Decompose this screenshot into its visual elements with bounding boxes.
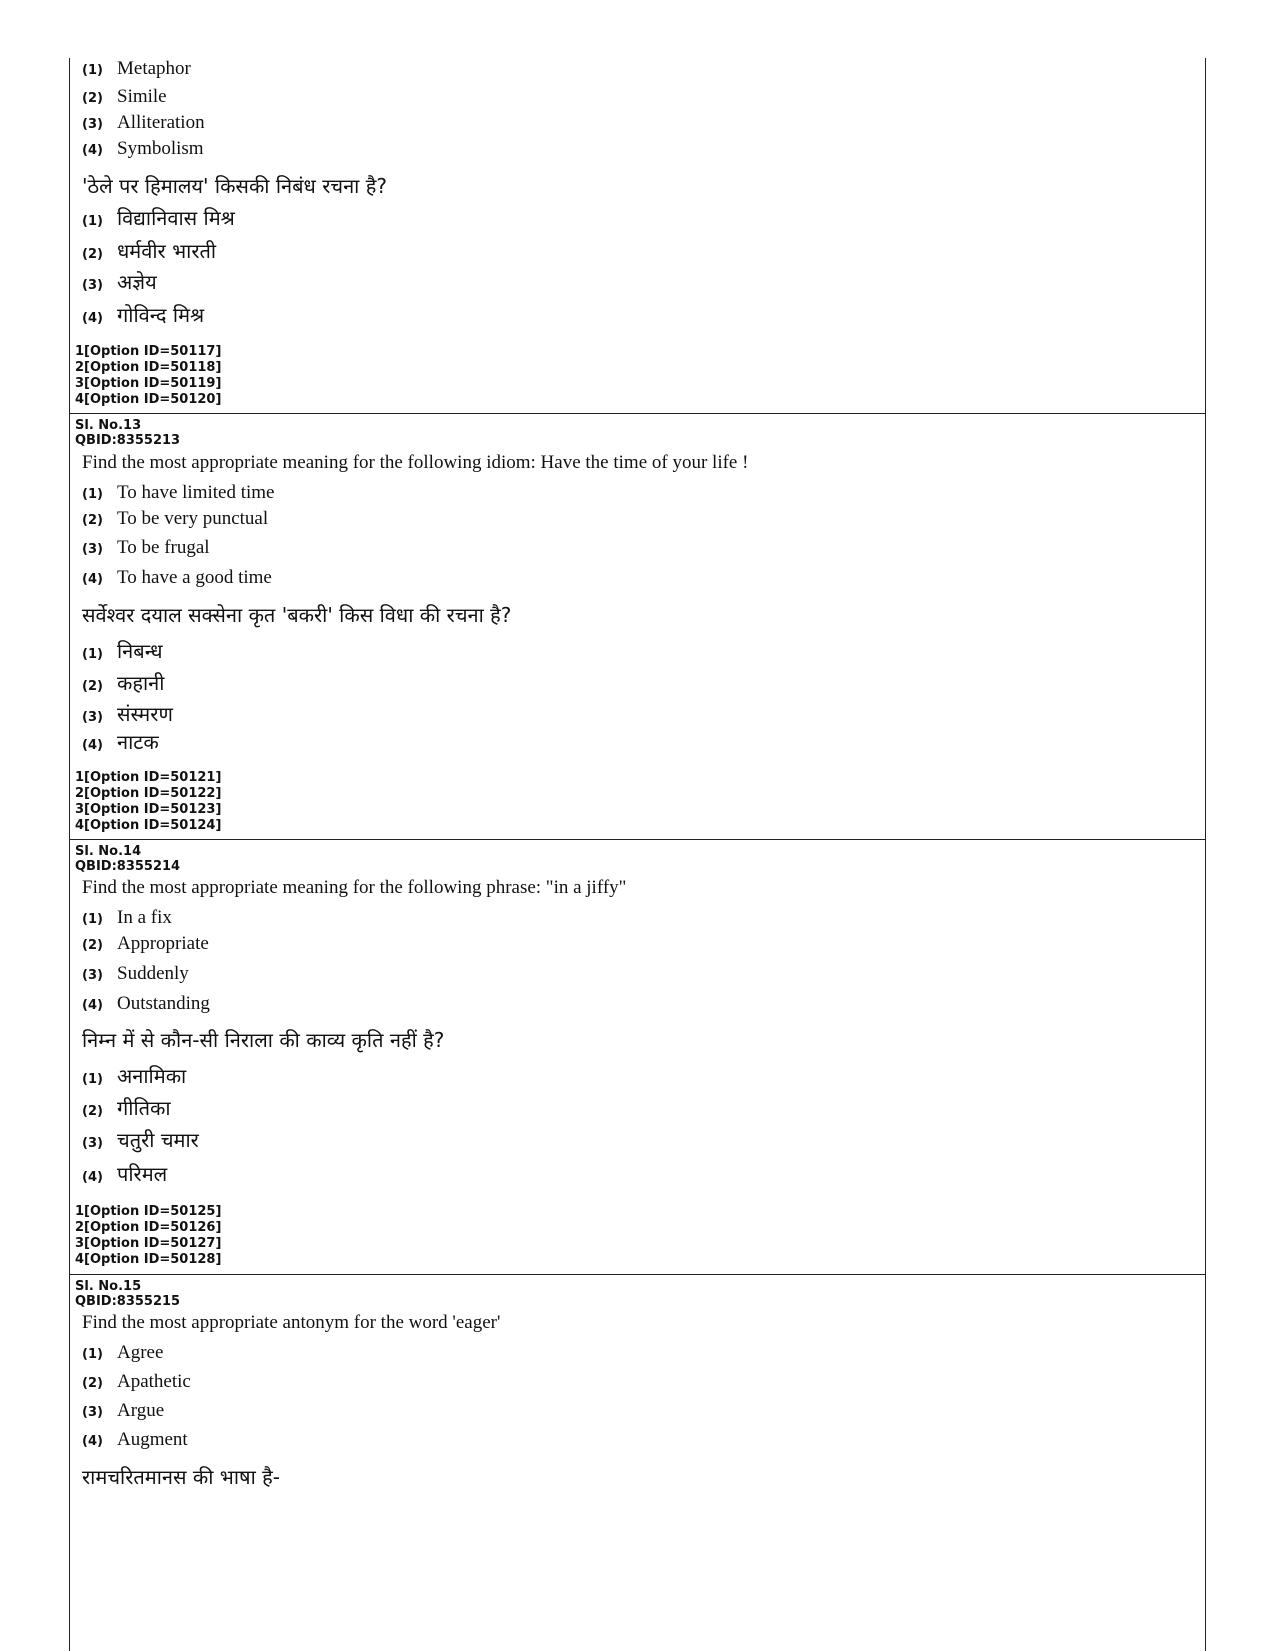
option-text: Symbolism [117,138,204,159]
option-number: (4) [82,311,103,326]
question-hindi: सर्वेश्वर दयाल सक्सेना कृत 'बकरी' किस विधा की रचना है? [82,603,512,627]
option-hi-4 [82,1160,167,1187]
option-en-2 [82,508,268,530]
question-english: Find the most appropriate meaning for the following idiom: Have the time of your life ! [82,452,749,473]
option-number: (2) [82,679,103,694]
option-hi-1 [82,204,235,231]
serial-number: Sl. No.15 [75,1279,142,1294]
option-id: 1[Option ID=50121] [75,770,222,785]
option-number: (1) [82,912,103,927]
option-en-1 [82,58,191,80]
option-en-3 [82,537,210,559]
option-text: धर्मवीर भारती [117,239,217,263]
option-en-1 [82,907,172,929]
option-hi-3 [82,700,173,727]
option-number: (1) [82,487,103,502]
option-id: 1[Option ID=50125] [75,1204,222,1219]
option-number: (3) [82,710,103,725]
option-hi-4 [82,301,204,328]
option-en-2 [82,1371,191,1393]
option-text: Alliteration [117,112,205,133]
option-number: (1) [82,1072,103,1087]
option-number: (3) [82,117,103,132]
option-number: (4) [82,143,103,158]
option-text: To have limited time [117,482,275,503]
option-text: To be frugal [117,537,210,558]
option-en-1 [82,1342,163,1364]
question-block-13 [70,418,1205,833]
option-number: (1) [82,1347,103,1362]
option-id-list [75,1204,221,1268]
option-number: (1) [82,63,103,78]
serial-number: Sl. No.14 [75,844,142,859]
option-id: 2[Option ID=50126] [75,1220,222,1235]
option-en-4 [82,567,272,589]
option-en-4 [82,138,204,160]
qbid: QBID:8355215 [75,1294,181,1309]
option-id: 3[Option ID=50127] [75,1236,222,1251]
option-en-2 [82,86,167,108]
option-en-4 [82,993,210,1015]
option-number: (3) [82,1405,103,1420]
option-text: Appropriate [117,933,209,954]
option-id: 1[Option ID=50117] [75,344,222,359]
option-number: (4) [82,998,103,1013]
option-text: Agree [117,1342,164,1363]
option-number: (2) [82,1376,103,1391]
option-en-2 [82,933,209,955]
option-en-4 [82,1429,188,1451]
option-text: अज्ञेय [117,270,157,294]
option-hi-1 [82,1062,186,1089]
option-hi-3 [82,268,157,295]
option-number: (3) [82,542,103,557]
option-text: निबन्ध [117,639,163,663]
option-text: Simile [117,86,167,107]
option-text: गोविन्द मिश्र [117,303,205,327]
option-text: कहानी [117,671,165,695]
option-number: (3) [82,968,103,983]
option-number: (2) [82,1104,103,1119]
option-text: To be very punctual [117,508,269,529]
option-text: Augment [117,1429,188,1450]
option-hi-2 [82,669,164,696]
option-hi-4 [82,728,159,755]
option-id: 3[Option ID=50119] [75,376,222,391]
option-id-list [75,344,221,408]
option-id: 4[Option ID=50120] [75,392,222,407]
option-text: Apathetic [117,1371,191,1392]
option-text: विद्यानिवास मिश्र [117,206,235,230]
option-text: Outstanding [117,993,210,1014]
question-hindi: निम्न में से कौन-सी निराला की काव्य कृति नहीं है? [82,1028,445,1052]
option-number: (2) [82,91,103,106]
option-hi-1 [82,637,163,664]
option-number: (1) [82,647,103,662]
question-english: Find the most appropriate meaning for the following phrase: "in a jiffy" [82,877,627,898]
option-en-1 [82,482,275,504]
option-text: Argue [117,1400,165,1421]
option-text: परिमल [117,1162,168,1186]
question-divider [70,839,1205,840]
option-text: नाटक [117,730,159,754]
option-text: Suddenly [117,963,189,984]
option-id-list [75,770,221,834]
qbid: QBID:8355213 [75,433,181,448]
question-block-15 [70,1279,1205,1489]
option-number: (4) [82,738,103,753]
option-text: संस्मरण [117,702,173,726]
option-hi-2 [82,237,216,264]
question-hindi: 'ठेले पर हिमालय' किसकी निबंध रचना है? [82,174,387,198]
option-number: (2) [82,247,103,262]
serial-number: Sl. No.13 [75,418,142,433]
option-number: (4) [82,1434,103,1449]
option-text: गीतिका [117,1096,171,1120]
option-number: (2) [82,513,103,528]
option-id: 4[Option ID=50124] [75,818,222,833]
option-text: अनामिका [117,1064,187,1088]
option-number: (4) [82,572,103,587]
option-id: 2[Option ID=50122] [75,786,222,801]
qbid: QBID:8355214 [75,859,181,874]
option-text: Metaphor [117,58,191,79]
question-block-14 [70,844,1205,1267]
option-en-3 [82,963,189,985]
question-paper-sheet [69,58,1206,1651]
option-number: (1) [82,214,103,229]
option-id: 2[Option ID=50118] [75,360,222,375]
option-en-3 [82,1400,164,1422]
option-id: 4[Option ID=50128] [75,1252,222,1267]
option-text: चतुरी चमार [117,1128,199,1152]
option-text: In a fix [117,907,172,928]
option-id: 3[Option ID=50123] [75,802,222,817]
option-number: (2) [82,938,103,953]
option-hi-3 [82,1126,199,1153]
option-number: (3) [82,1136,103,1151]
question-divider [70,413,1205,414]
option-number: (4) [82,1170,103,1185]
option-text: To have a good time [117,567,272,588]
option-hi-2 [82,1094,171,1121]
option-number: (3) [82,278,103,293]
option-en-3 [82,112,205,134]
question-english: Find the most appropriate antonym for the word 'eager' [82,1312,501,1333]
question-hindi: रामचरितमानस की भाषा है- [82,1465,280,1489]
question-divider [70,1274,1205,1275]
